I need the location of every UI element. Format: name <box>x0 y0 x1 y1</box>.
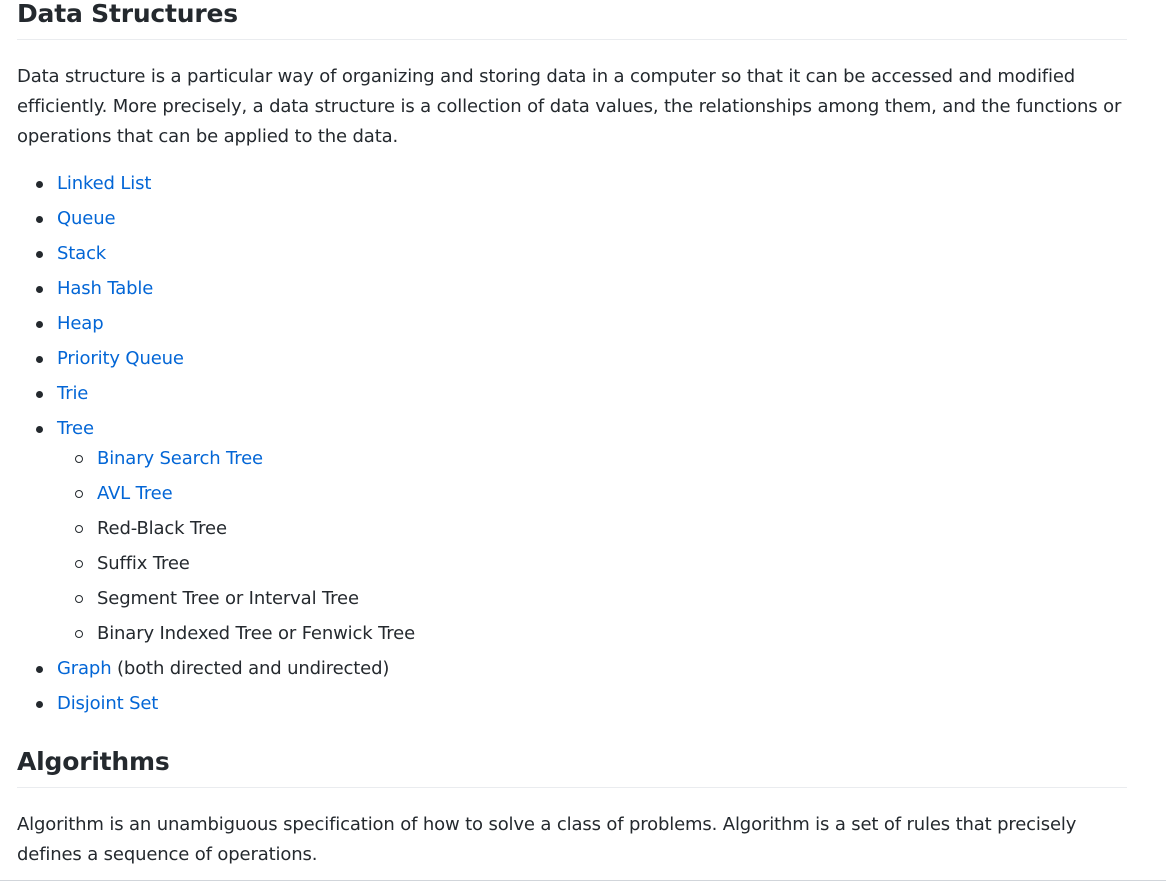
data-structures-heading: Data Structures <box>17 0 1127 40</box>
data-structures-description: Data structure is a particular way of organizing and storing data in a computer so that it can be accessed and modified efficiently. More precisely, a data structure is a collection of data values, the relationships among them, and the functions or operations that can be applied to the data. <box>17 66 1122 147</box>
link-disjoint-set[interactable]: Disjoint Set <box>57 693 159 714</box>
link-hash-table[interactable]: Hash Table <box>57 278 154 299</box>
list-item <box>17 654 1127 684</box>
list-item <box>17 239 1127 269</box>
sublist-item <box>57 479 1127 509</box>
link-queue[interactable]: Queue <box>57 208 116 229</box>
list-item <box>17 689 1127 719</box>
sublist-item <box>57 444 1127 474</box>
sublist-item <box>57 619 1127 649</box>
sublist-item <box>57 549 1127 579</box>
list-item <box>17 169 1127 199</box>
list-item <box>17 204 1127 234</box>
link-priority-queue[interactable]: Priority Queue <box>57 348 184 369</box>
list-item <box>17 274 1127 304</box>
link-stack[interactable]: Stack <box>57 243 107 264</box>
graph-suffix-text: (both directed and undirected) <box>111 658 390 679</box>
link-linked-list[interactable]: Linked List <box>57 173 152 194</box>
algorithms-heading: Algorithms <box>17 746 1127 788</box>
algorithms-description: Algorithm is an unambiguous specification of how to solve a class of problems. Algorithm is a set of rules that precisely defines a sequence of operations. <box>17 814 1077 865</box>
link-heap[interactable]: Heap <box>57 313 104 334</box>
sublist-item <box>57 584 1127 614</box>
readme-content <box>17 0 1127 870</box>
link-avl-tree[interactable]: AVL Tree <box>97 483 173 504</box>
list-item <box>17 379 1127 409</box>
tree-sublist <box>57 444 1127 649</box>
list-item <box>17 344 1127 374</box>
data-structures-list <box>17 169 1127 719</box>
fenwick-tree-text: Binary Indexed Tree or Fenwick Tree <box>97 623 416 644</box>
list-item <box>17 414 1127 649</box>
suffix-tree-text: Suffix Tree <box>97 553 190 574</box>
link-binary-search-tree[interactable]: Binary Search Tree <box>97 448 263 469</box>
link-trie[interactable]: Trie <box>57 383 89 404</box>
link-graph[interactable]: Graph <box>57 658 112 679</box>
link-tree[interactable]: Tree <box>57 418 94 439</box>
segment-tree-text: Segment Tree or Interval Tree <box>97 588 359 609</box>
red-black-tree-text: Red-Black Tree <box>97 518 227 539</box>
list-item <box>17 309 1127 339</box>
sublist-item <box>57 514 1127 544</box>
